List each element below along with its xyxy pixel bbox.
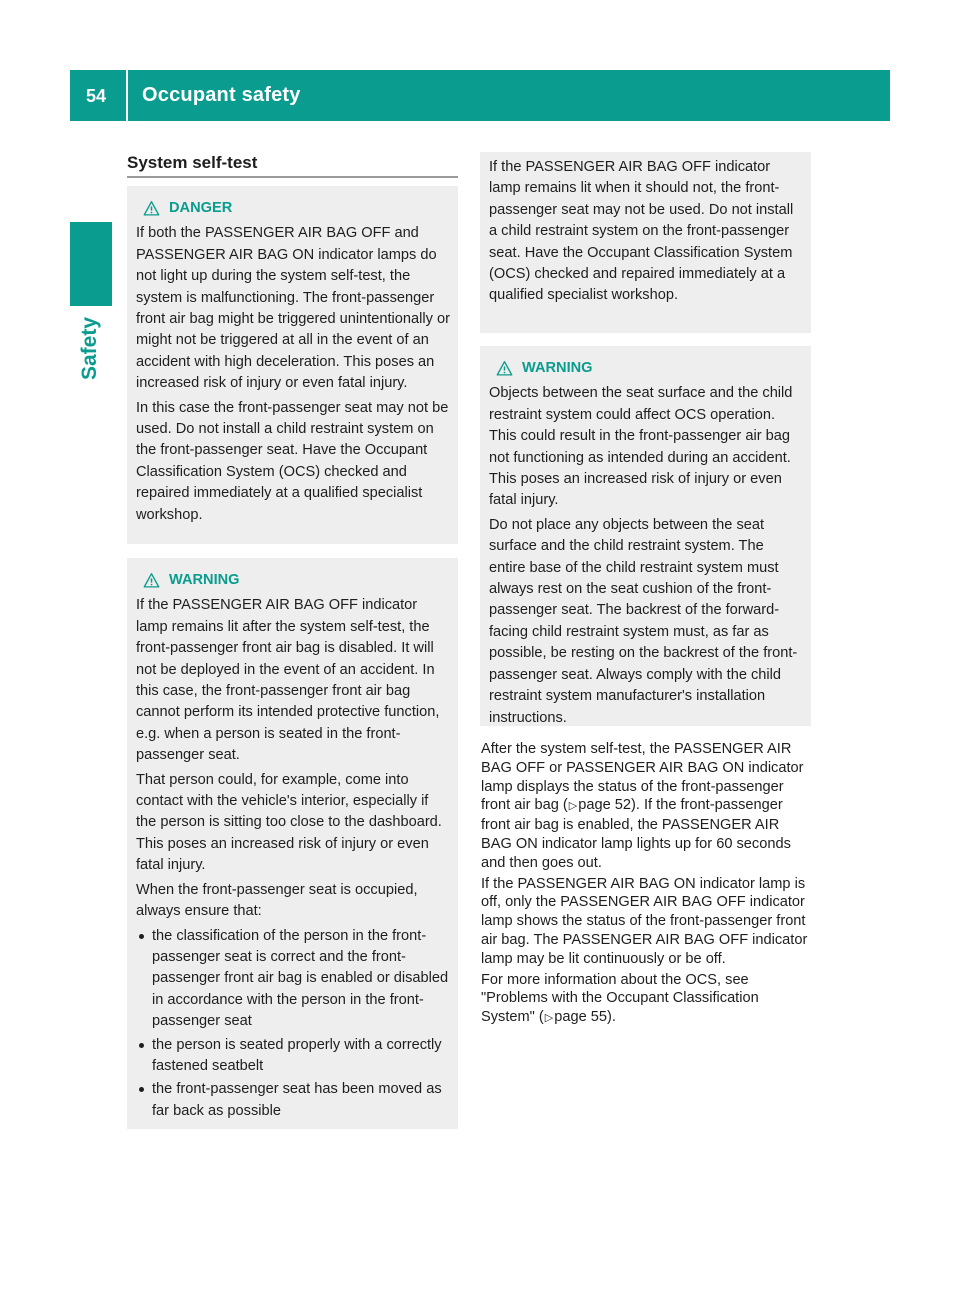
body-paragraph: If the PASSENGER AIR BAG ON indicator lamp is off, only the PASSENGER AIR BAG OFF indicator lamp shows the status of the front-passenger front air bag. The PASSENGER AIR BAG OFF indicator lamp may be lit continuously or be off. — [481, 875, 808, 967]
section-heading: System self-test — [127, 153, 258, 172]
page-number: 54 — [86, 86, 107, 106]
list-item: the front-passenger seat has been moved as far back as possible — [136, 1079, 450, 1122]
warning-triangle-icon — [496, 360, 513, 377]
bullet-list — [136, 926, 450, 1123]
list-item: the classification of the person in the front-passenger seat is correct and the front-passenger front air bag is enabled or disabled in accordance with the person in the front-passenger seat — [136, 926, 450, 1033]
warning-box — [127, 558, 458, 1129]
body-text-segment: ). — [607, 1009, 616, 1026]
warning-label: WARNING — [522, 360, 593, 376]
continued-paragraph: If the PASSENGER AIR BAG OFF indicator lamp remains lit when it should not, the front-passenger seat may not be used. Do not install a child restraint system on the front-passenger seat. Have the Occupant Classification System (OCS) checked and repaired immediately at a qualified specialist workshop. — [489, 159, 794, 304]
body-paragraph — [481, 740, 812, 873]
danger-label: DANGER — [169, 200, 233, 216]
danger-paragraph: If both the PASSENGER AIR BAG OFF and PASSENGER AIR BAG ON indicator lamps do not light up during the system self-test, the system is malfunctioning. The front-passenger front air bag might be triggered unintentionally or might not be triggered at all in the event of an accident with high deceleration. This poses an increased risk of injury or even fatal injury. — [136, 225, 450, 392]
warning-paragraph: That person could, for example, come into contact with the vehicle's interior, especially if the person is sitting too close to the dashboard. This poses an increased risk of injury or even fatal injury. — [136, 771, 442, 874]
page-reference-arrow-icon: ▷ — [544, 1012, 554, 1025]
body-text — [481, 740, 812, 1030]
warning-triangle-icon — [143, 572, 160, 589]
warning-paragraph: When the front-passenger seat is occupied, always ensure that: — [136, 881, 418, 920]
list-item: the person is seated properly with a correctly fastened seatbelt — [136, 1035, 450, 1078]
warning-paragraph: Objects between the seat surface and the child restraint system could affect OCS operation. This could result in the front-passenger air bag not functioning as intended during an accident. This poses an increased risk of injury or even fatal injury. — [489, 385, 793, 509]
warning-triangle-icon — [143, 200, 160, 217]
warning-paragraph: Do not place any objects between the seat surface and the child restraint system. The entire base of the child restraint system must always rest on the seat cushion of the front-passenger seat. The backrest of the forward-facing child restraint system must, as far as possible, be resting on the backrest of the front-passenger seat. Always comply with the child restraint system manufacturer's installation instructions. — [489, 516, 798, 726]
page-title: Occupant safety — [142, 84, 301, 106]
header-divider — [126, 70, 128, 121]
page-reference-link[interactable]: page 55 — [554, 1009, 607, 1026]
warning-label: WARNING — [169, 572, 240, 588]
danger-paragraph: In this case the front-passenger seat may not be used. Do not install a child restraint system on the front-passenger seat. Have the Occupant Classification System (OCS) checked and repaired immediately at a qualified specialist workshop. — [136, 399, 449, 523]
side-tab-marker — [70, 222, 112, 306]
warning-heading — [143, 570, 450, 591]
page-reference-link[interactable]: page 52 — [578, 797, 632, 814]
side-tab-label: Safety — [78, 316, 101, 380]
danger-box — [127, 186, 458, 544]
body-text-segment: For more information about the OCS, see "Problems with the Occupant Classification System" ( — [481, 971, 759, 1026]
body-paragraph — [481, 971, 812, 1028]
warning-box — [480, 346, 811, 726]
side-tab — [78, 316, 108, 380]
section-rule — [127, 176, 458, 178]
body-text-segment: ). If the front-passenger front air bag is enabled, the PASSENGER AIR BAG ON indicator lamp lights up for 60 seconds and then goes out. — [481, 797, 791, 871]
page-reference-arrow-icon: ▷ — [568, 800, 578, 813]
warning-paragraph: If the PASSENGER AIR BAG OFF indicator lamp remains lit after the system self-test, the front-passenger front air bag is disabled. It will not be deployed in the event of an accident. In this case, the front-passenger front air bag cannot perform its intended protective function, e.g. when a person is seated in the front-passenger seat. — [136, 597, 440, 764]
continued-warning-box — [480, 152, 811, 333]
warning-heading — [496, 358, 803, 379]
body-text-segment: After the system self-test, the PASSENGER AIR BAG OFF or PASSENGER AIR BAG ON indicator lamp displays the status of the front-passenger front air bag ( — [481, 741, 804, 814]
danger-heading — [143, 198, 450, 219]
